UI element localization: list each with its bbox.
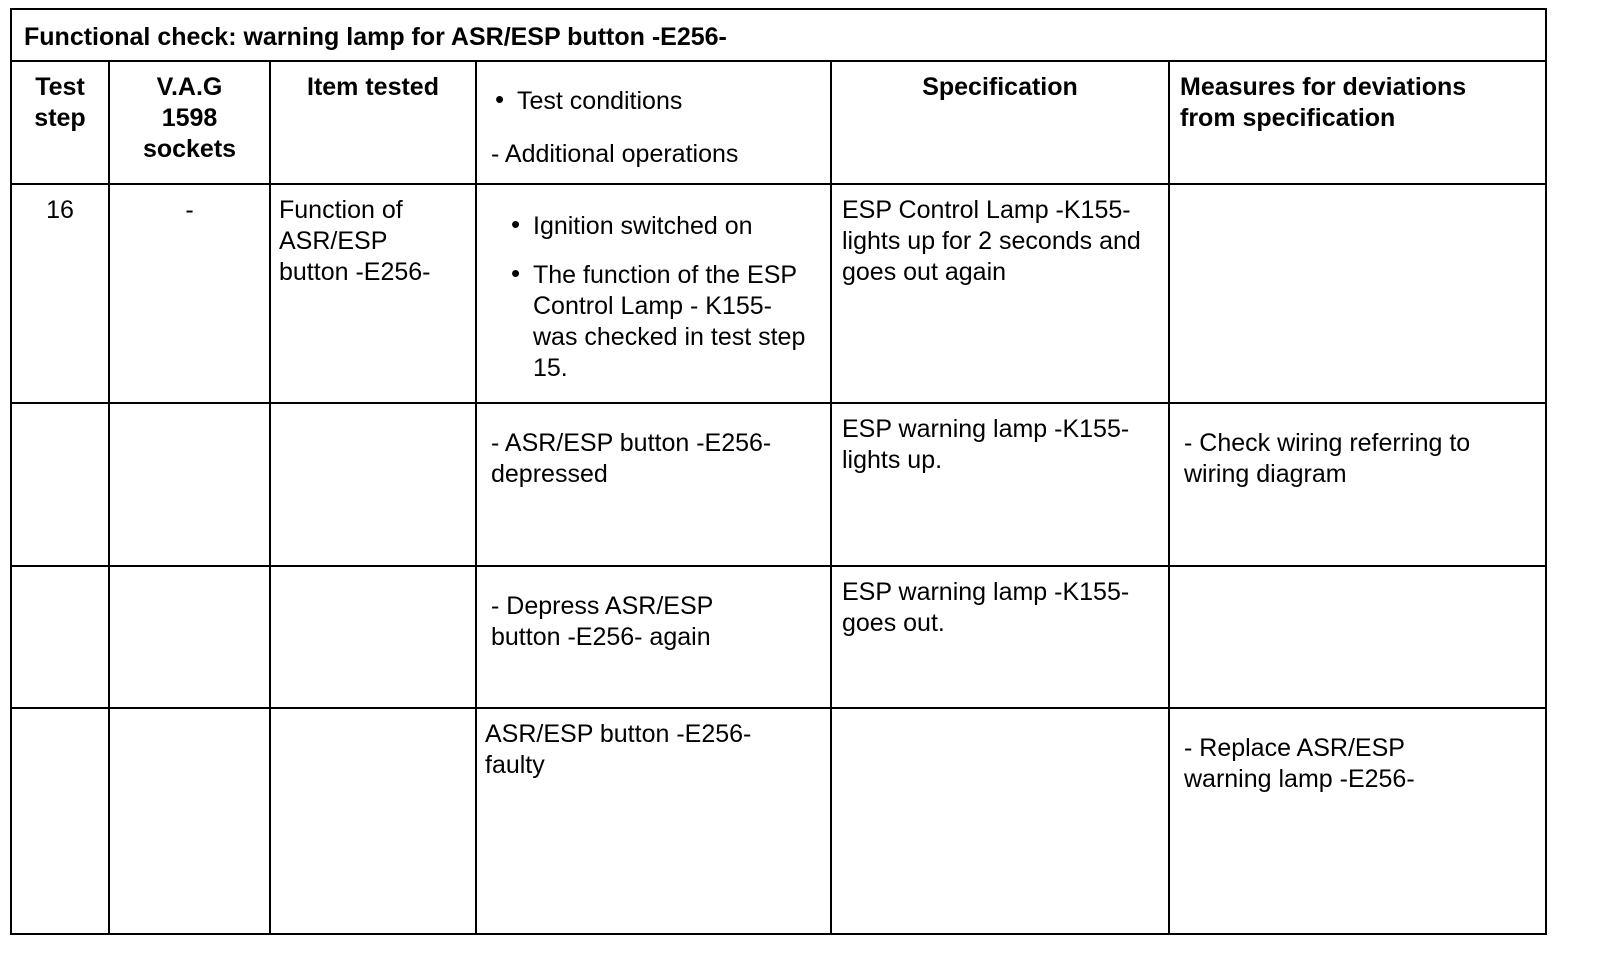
- cell-item-tested: [270, 708, 476, 934]
- item-tested-line1: Function of: [279, 196, 403, 224]
- condition-bullet-item: • Ignition switched on: [493, 211, 808, 242]
- cell-specification: [831, 708, 1169, 934]
- item-tested-line2: ASR/ESP: [279, 227, 388, 255]
- measures-text: - Replace ASR/ESP warning lamp -E256-: [1184, 734, 1415, 793]
- cell-conditions: [476, 708, 831, 934]
- cell-sockets: [109, 566, 270, 708]
- header-vag-line1: V.A.G: [156, 73, 223, 101]
- header-item-tested: [270, 61, 476, 184]
- cell-specification: [831, 566, 1169, 708]
- sockets-value: -: [185, 196, 194, 224]
- header-test-step-line1: Test: [35, 73, 85, 101]
- cell-sockets: [109, 403, 270, 566]
- header-item-tested-label: Item tested: [307, 73, 439, 101]
- header-test-step: [11, 61, 109, 184]
- measures-text: - Check wiring referring to wiring diagram: [1184, 429, 1471, 488]
- specification-text: ESP warning lamp -K155- goes out.: [842, 578, 1130, 637]
- cell-conditions: [476, 184, 831, 403]
- table-row: [11, 708, 1546, 934]
- cell-item-tested: [270, 403, 476, 566]
- cell-measures: [1169, 184, 1546, 403]
- condition-text: - ASR/ESP button -E256- depressed: [491, 429, 772, 488]
- item-tested-line3: button -E256-: [279, 258, 431, 286]
- cell-measures: [1169, 566, 1546, 708]
- cell-item-tested: [270, 566, 476, 708]
- condition-text: ASR/ESP button -E256- faulty: [485, 720, 752, 779]
- header-specification: [831, 61, 1169, 184]
- cell-specification: [831, 403, 1169, 566]
- header-vag-sockets: [109, 61, 270, 184]
- cell-sockets: [109, 708, 270, 934]
- cell-measures: [1169, 403, 1546, 566]
- header-test-conditions: [476, 61, 831, 184]
- header-measures-line2: from specification: [1180, 104, 1396, 132]
- functional-check-table: [10, 8, 1547, 935]
- cell-test-step: [11, 403, 109, 566]
- cell-test-step: [11, 566, 109, 708]
- table-title-cell: [11, 9, 1546, 61]
- header-test-step-line2: step: [34, 104, 86, 132]
- cell-conditions: [476, 566, 831, 708]
- cell-test-step: [11, 708, 109, 934]
- header-vag-line2: 1598: [161, 104, 218, 132]
- header-specification-label: Specification: [922, 73, 1078, 101]
- table-row: [11, 184, 1546, 403]
- table-title: Functional check: warning lamp for ASR/ESP button -E256-: [24, 23, 727, 51]
- condition-text: - Depress ASR/ESP button -E256- again: [491, 592, 713, 651]
- specification-text: ESP Control Lamp -K155- lights up for 2 seconds and goes out again: [842, 196, 1141, 286]
- header-vag-line3: sockets: [142, 135, 237, 163]
- condition-bullet-item: • The function of the ESP Control Lamp - K155- was checked in test step 15.: [493, 260, 808, 384]
- cell-measures: [1169, 708, 1546, 934]
- table-row: [11, 566, 1546, 708]
- cell-conditions: [476, 403, 831, 566]
- header-measures: [1169, 61, 1546, 184]
- header-additional-operations: - Additional operations: [491, 140, 739, 168]
- header-measures-line1: Measures for deviations: [1180, 73, 1467, 101]
- cell-item-tested: [270, 184, 476, 403]
- table-row: [11, 403, 1546, 566]
- cell-test-step: [11, 184, 109, 403]
- cell-sockets: [109, 184, 270, 403]
- header-test-conditions-bullet: • Test conditions: [477, 86, 830, 117]
- cell-specification: [831, 184, 1169, 403]
- specification-text: ESP warning lamp -K155- lights up.: [842, 415, 1130, 474]
- test-step-value: 16: [46, 196, 74, 224]
